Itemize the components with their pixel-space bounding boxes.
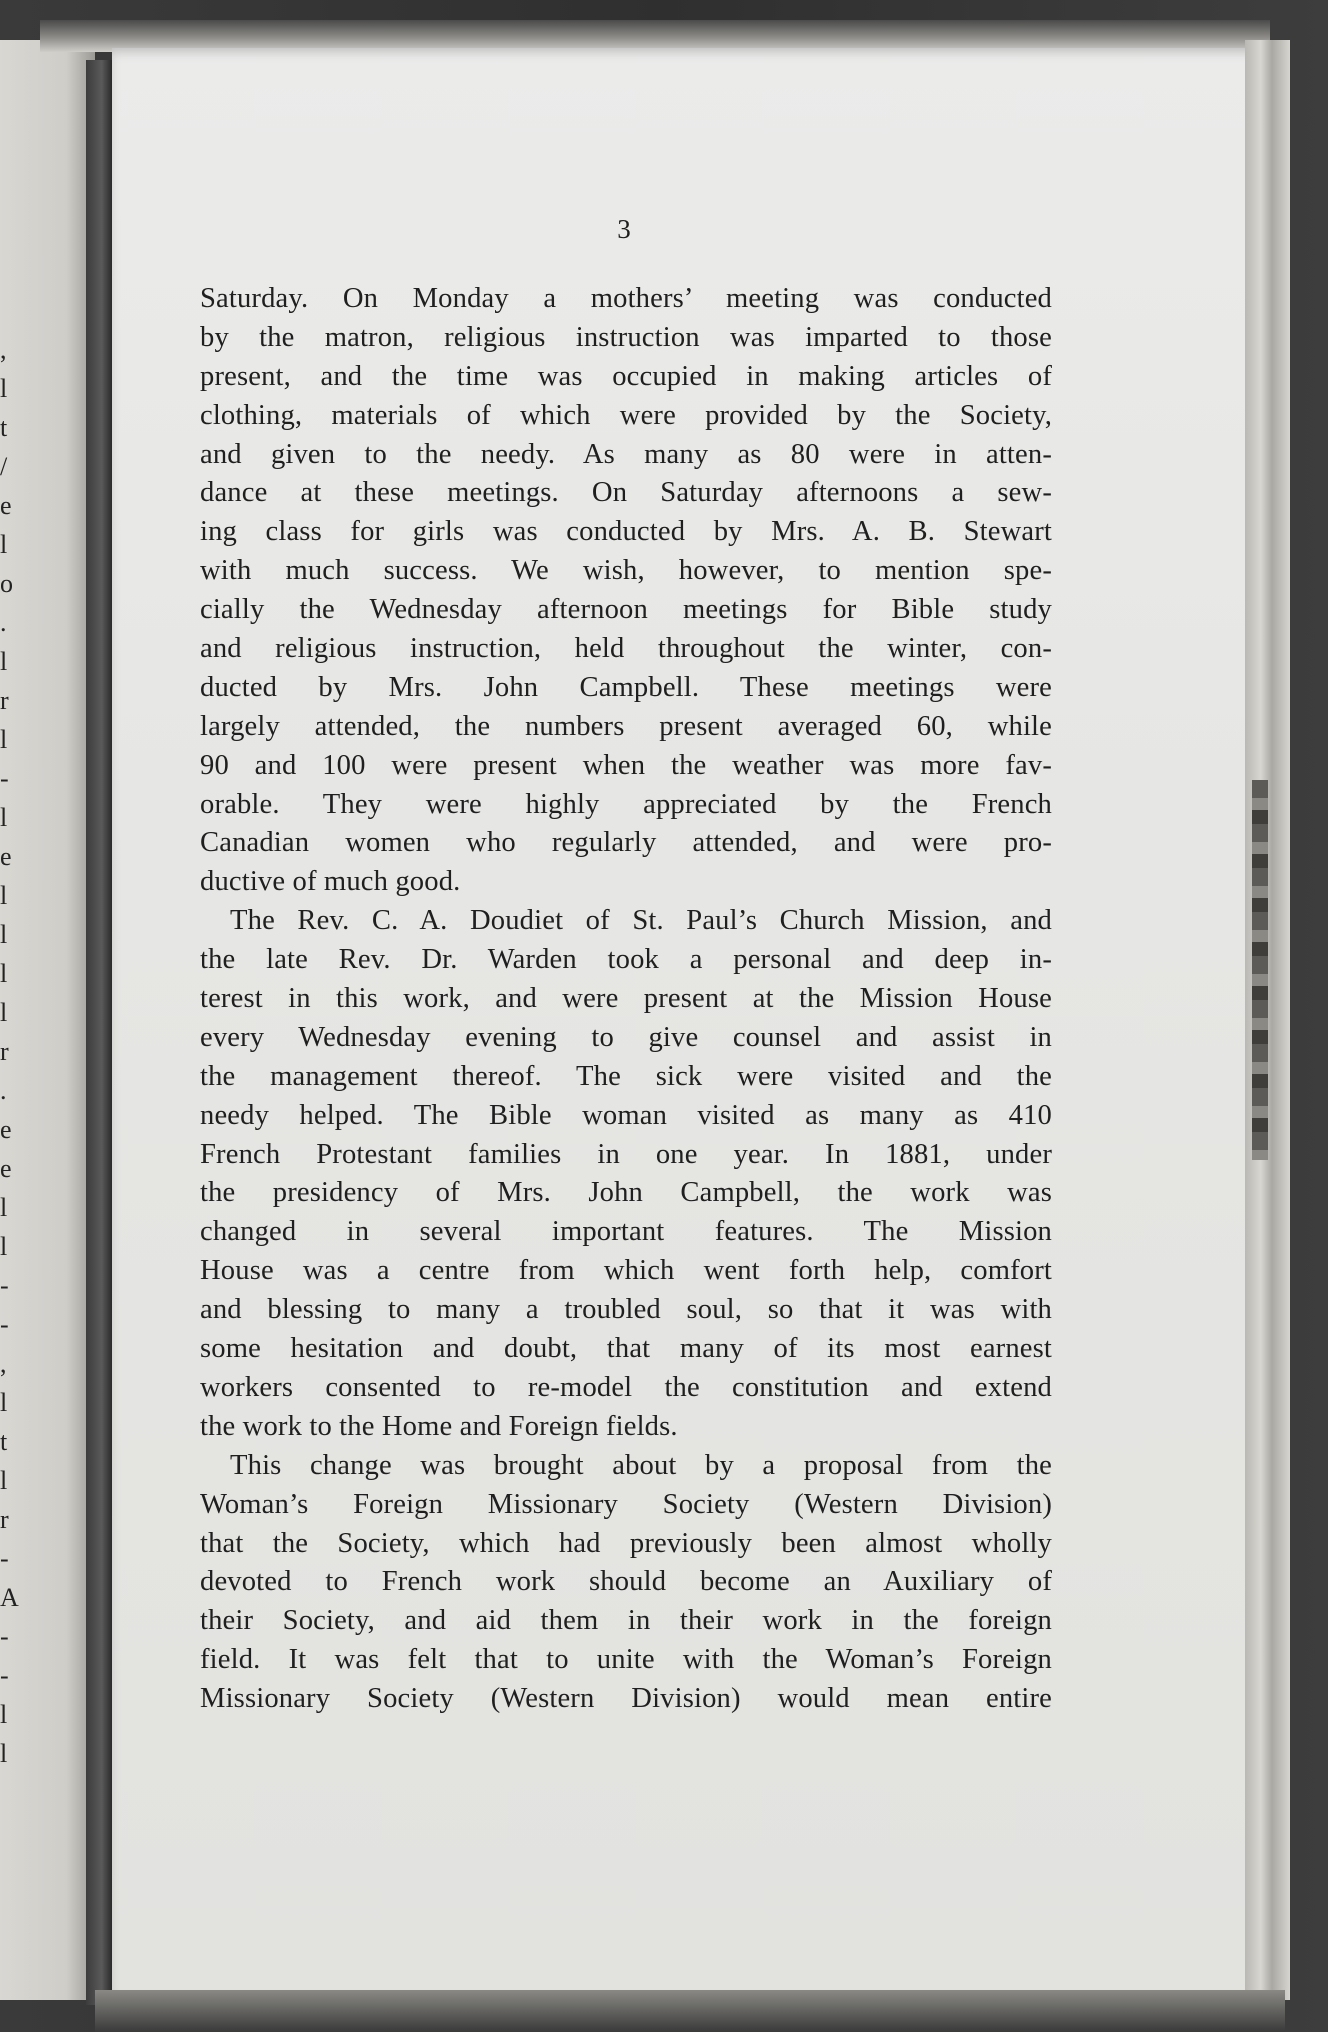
text-line: This change was brought about by a proposal from the xyxy=(230,1449,1052,1481)
text-line: Canadian women who regularly attended, and were pro- xyxy=(200,827,1052,859)
text-line: orable. They were highly appreciated by the French xyxy=(200,788,1052,820)
page-number: 3 xyxy=(617,214,631,244)
left-margin-fragment: l xyxy=(0,374,8,403)
left-margin-fragment: l xyxy=(0,1388,8,1417)
text-line: the presidency of Mrs. John Campbell, the work was xyxy=(200,1177,1052,1209)
left-margin-fragment: l xyxy=(0,1700,8,1729)
text-line: ducted by Mrs. John Campbell. These meetings were xyxy=(200,671,1052,703)
text-line: and given to the needy. As many as 80 were in atten- xyxy=(200,438,1052,470)
left-margin-fragment: r xyxy=(0,686,9,715)
left-margin-fragment: - xyxy=(0,764,9,793)
left-margin-fragment: A xyxy=(0,1583,19,1612)
left-margin-fragment: l xyxy=(0,530,8,559)
text-line: their Society, and aid them in their work in the foreign xyxy=(200,1605,1052,1637)
text-line: 90 and 100 were present when the weather was more fav- xyxy=(200,749,1052,781)
left-margin-fragment: l xyxy=(0,959,8,988)
text-line: present, and the time was occupied in making articles of xyxy=(200,360,1052,392)
text-line: terest in this work, and were present at the Mission House xyxy=(200,983,1052,1015)
left-margin-fragment: , xyxy=(0,1349,7,1378)
left-margin-fragment: - xyxy=(0,1271,9,1300)
text-line: largely attended, the numbers present averaged 60, while xyxy=(200,710,1052,742)
text-line: Woman’s Foreign Missionary Society (Western Division) xyxy=(200,1488,1052,1520)
left-margin-fragment: l xyxy=(0,647,8,676)
left-margin-fragment: l xyxy=(0,1232,8,1261)
left-margin-fragment: r xyxy=(0,1505,9,1534)
text-line: the management thereof. The sick were visited and the xyxy=(200,1060,1052,1092)
text-line: with much success. We wish, however, to mention spe- xyxy=(200,555,1052,587)
text-line: and religious instruction, held throughout the winter, con- xyxy=(200,633,1052,665)
text-line: French Protestant families in one year. In 1881, under xyxy=(200,1138,1052,1170)
text-line: the work to the Home and Foreign fields. xyxy=(200,1410,678,1442)
text-line: clothing, materials of which were provided by the Society, xyxy=(200,399,1052,431)
text-line: cially the Wednesday afternoon meetings for Bible study xyxy=(200,594,1052,626)
text-line: workers consented to re-model the constitution and extend xyxy=(200,1371,1052,1403)
text-line: dance at these meetings. On Saturday afternoons a sew- xyxy=(200,477,1052,509)
book-gutter xyxy=(86,60,112,2005)
left-margin-fragment: o xyxy=(0,569,13,598)
text-line: House was a centre from which went forth help, comfort xyxy=(200,1255,1052,1287)
text-line: the late Rev. Dr. Warden took a personal and deep in- xyxy=(200,944,1052,976)
book-bottom-edge xyxy=(95,1990,1285,2032)
left-page-margin-fragments xyxy=(0,330,20,1773)
left-margin-fragment: - xyxy=(0,1310,9,1339)
left-margin-fragment: l xyxy=(0,803,8,832)
spine-label xyxy=(1252,780,1268,1160)
page-body-text xyxy=(200,280,1052,1719)
left-margin-fragment: l xyxy=(0,1193,8,1222)
text-line: some hesitation and doubt, that many of its most earnest xyxy=(200,1333,1052,1365)
text-line: devoted to French work should become an Auxiliary of xyxy=(200,1566,1052,1598)
left-margin-fragment: l xyxy=(0,1466,8,1495)
left-margin-fragment: e xyxy=(0,491,12,520)
text-line: that the Society, which had previously been almost wholly xyxy=(200,1527,1052,1559)
paragraph xyxy=(200,1447,1052,1719)
text-line: Missionary Society (Western Division) would mean entire xyxy=(200,1683,1052,1715)
left-margin-fragment: r xyxy=(0,1037,9,1066)
text-line: Saturday. On Monday a mothers’ meeting was conducted xyxy=(200,283,1052,314)
text-line: The Rev. C. A. Doudiet of St. Paul’s Church Mission, and xyxy=(230,905,1052,937)
left-margin-fragment: l xyxy=(0,1739,8,1768)
paragraph xyxy=(200,280,1052,902)
left-margin-fragment: - xyxy=(0,1622,9,1651)
text-line: ing class for girls was conducted by Mrs. A. B. Stewart xyxy=(200,516,1052,548)
left-margin-fragment: , xyxy=(0,335,7,364)
text-line: and blessing to many a troubled soul, so that it was with xyxy=(200,1294,1052,1326)
text-line: changed in several important features. The Mission xyxy=(200,1216,1052,1248)
left-margin-fragment: l xyxy=(0,998,8,1027)
text-line: ductive of much good. xyxy=(200,866,461,898)
left-margin-fragment: . xyxy=(0,1076,7,1105)
left-margin-fragment: l xyxy=(0,920,8,949)
left-margin-fragment: - xyxy=(0,1544,9,1573)
left-facing-page xyxy=(0,40,95,2000)
left-margin-fragment: l xyxy=(0,725,8,754)
left-margin-fragment: e xyxy=(0,1115,12,1144)
text-line: by the matron, religious instruction was imparted to those xyxy=(200,321,1052,353)
left-margin-fragment: t xyxy=(0,1427,8,1456)
left-margin-fragment: t xyxy=(0,413,8,442)
left-margin-fragment: - xyxy=(0,1661,9,1690)
paragraph xyxy=(200,902,1052,1446)
left-margin-fragment: l xyxy=(0,881,8,910)
text-line: needy helped. The Bible woman visited as many as 410 xyxy=(200,1099,1052,1131)
left-margin-fragment: . xyxy=(0,608,7,637)
left-margin-fragment: e xyxy=(0,842,12,871)
left-margin-fragment: e xyxy=(0,1154,12,1183)
left-margin-fragment: / xyxy=(0,452,8,481)
text-line: field. It was felt that to unite with the Woman’s Foreign xyxy=(200,1644,1052,1676)
text-line: every Wednesday evening to give counsel and assist in xyxy=(200,1021,1052,1053)
